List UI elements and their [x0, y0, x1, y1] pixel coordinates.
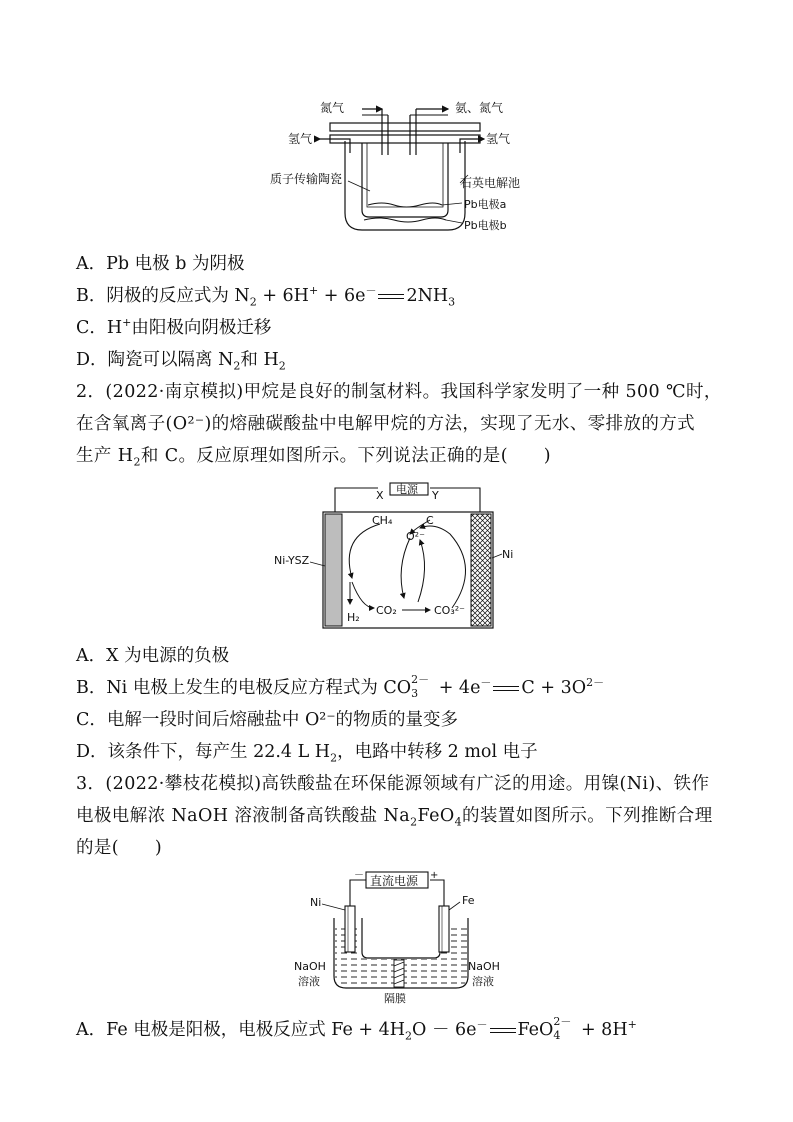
naoh-left-label: NaOH — [294, 960, 326, 973]
h2-label: H₂ — [347, 611, 360, 624]
label-pb-b: Pb电极b — [464, 219, 507, 232]
o2-ion-label: O²⁻ — [406, 530, 425, 543]
label-h2-out: 氢气 — [486, 132, 511, 146]
fe-electrode-label: Fe — [462, 894, 475, 907]
membrane-label: 隔膜 — [384, 992, 406, 1005]
c-label: C — [426, 514, 434, 527]
ni-electrode-label: Ni — [310, 896, 322, 909]
q2-option-a[interactable]: A．X 为电源的负极 — [76, 646, 230, 666]
co3-label: CO₃²⁻ — [434, 604, 465, 617]
label-pb-a: Pb电极a — [464, 198, 507, 211]
equals-sign — [491, 684, 521, 694]
label-n2-in: 氮气 — [320, 101, 345, 115]
ch4-label: CH₄ — [372, 514, 393, 527]
co3-charge-stack: 2－ 3 — [411, 673, 430, 700]
label-n2-out: 氨、氮气 — [455, 101, 504, 115]
plus-terminal: + — [430, 870, 439, 881]
q2-option-d[interactable]: D．该条件下，每产生 22.4 L $H_2$，电路中转移 2 mol 电子 — [76, 742, 538, 765]
q3-stem-line1: 3．(2022·攀枝花模拟)高铁酸盐在环保能源领域有广泛的用途。用镍(Ni)、铁作 — [76, 774, 710, 794]
q1-option-a[interactable]: A．Pb 电极 b 为阴极 — [76, 254, 245, 274]
q1-option-b[interactable]: B．阴极的反应式为 $N_2 + 6H^+ + 6e^-$ $2NH_3$ — [76, 284, 456, 309]
dc-power-label: 直流电源 — [370, 874, 419, 888]
q1-option-c[interactable]: C．H+由阳极向阴极迁移 — [76, 316, 272, 338]
equals-sign — [376, 292, 406, 302]
q2-stem-line3: 生产 $H_2$和 C。反应原理如图所示。下列说法正确的是( ) — [76, 446, 551, 469]
y-terminal: Y — [432, 489, 439, 502]
q2-stem-line1: 2．(2022·南京模拟)甲烷是良好的制氢材料。我国科学家发明了一种 500 ℃时， — [76, 382, 722, 402]
naoh-right-label: NaOH — [468, 960, 500, 973]
minus-terminal: － — [354, 870, 364, 881]
label-quartz: 石英电解池 — [460, 176, 521, 190]
q3-stem-line3: 的是( ) — [76, 838, 163, 858]
solution-right-label: 溶液 — [472, 975, 494, 988]
solution-left-label: 溶液 — [298, 975, 320, 988]
power-label: 电源 — [396, 483, 418, 496]
left-electrode-label: Ni-YSZ — [274, 554, 310, 567]
figure-ferrate-electrolysis — [290, 866, 510, 1006]
q3-stem-line2: 电极电解浓 NaOH 溶液制备高铁酸盐 $Na_2FeO_4$的装置如图所示。下列推断合理 — [76, 806, 713, 829]
figure-methane-electrolysis — [270, 478, 530, 630]
label-ceramic: 质子传输陶瓷 — [270, 172, 343, 186]
q2-stem-line2: 在含氧离子(O²⁻)的熔融碳酸盐中电解甲烷的方法，实现了无水、零排放的方式 — [76, 414, 696, 434]
q2-option-c[interactable]: C．电解一段时间后熔融盐中 O²⁻的物质的量变多 — [76, 710, 459, 730]
label-h2-in: 氢气 — [288, 132, 313, 146]
x-terminal: X — [376, 489, 384, 502]
right-electrode-label: Ni — [502, 548, 514, 561]
q1-option-d[interactable]: D．陶瓷可以隔离 $N_2$和 $H_2$ — [76, 350, 286, 373]
co2-label: CO₂ — [376, 604, 397, 617]
figure-nh3-electrolysis — [270, 95, 540, 240]
q3-option-a[interactable]: A．Fe 电极是阳极，电极反应式 $Fe + 4H_2O - 6e^-$ FeO 2－ 4 + 8H+ — [76, 1015, 637, 1043]
q2-option-b[interactable]: B．Ni 电极上发生的电极反应方程式为 CO 2－ 3 + 4e－ $C + 3O^{2-}$ — [76, 673, 605, 700]
feo4-charge-stack: 2－ 4 — [553, 1015, 572, 1042]
equals-sign — [488, 1026, 518, 1036]
